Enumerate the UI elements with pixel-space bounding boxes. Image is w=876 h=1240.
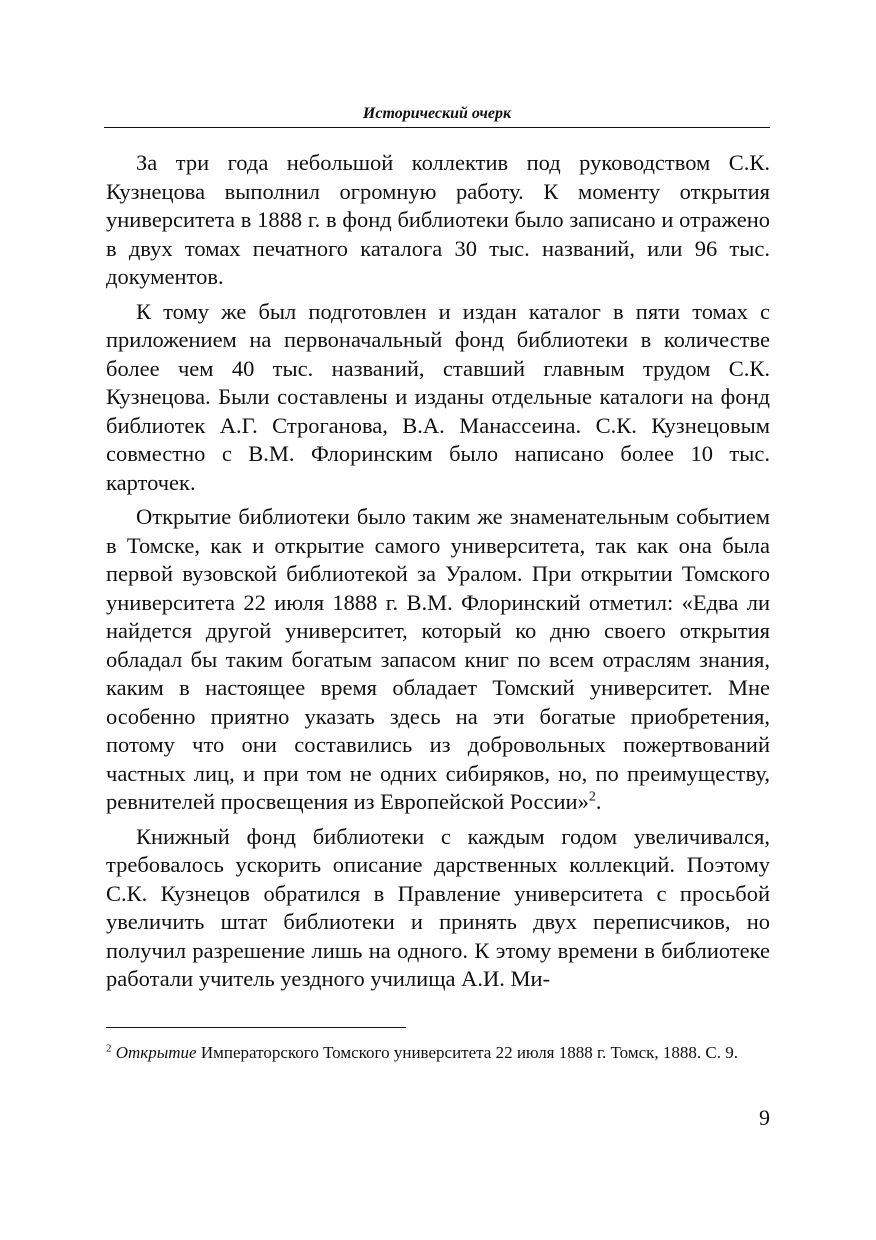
paragraph-2-text: К тому же был подготовлен и издан каталог в пяти томах с приложением на первоначальный фонд библиотеки в количестве более чем 40 тыс. названий, ставший главным трудом С.К. Кузнецова. Были составлены и изданы отдельные каталоги на фонд библиотек А.Г. Строганова, В.А. Манассеина. С.К. Кузнецовым совместно с В.М. Флоринским было написано более 10 тыс. карточек. (106, 298, 770, 495)
paragraph-3-tail: . (595, 789, 602, 814)
running-header: Исторический очерк (362, 105, 512, 122)
body-text (106, 149, 770, 994)
footnote-italic-lead: Открытие (115, 1043, 197, 1062)
header-rule (104, 127, 770, 128)
footnote-text: Императорского Томского университета 22 июля 1888 г. Томск, 1888. С. 9. (196, 1043, 738, 1062)
paragraph-1-text: За три года небольшой коллектив под руководством С.К. Кузнецова выполнил огромную работу. К моменту открытия университета в 1888 г. в фонд библиотеки было записано и отражено в двух томах печатного каталога 30 тыс. названий, или 96 тыс. документов. (106, 150, 770, 289)
paragraph-1 (106, 149, 770, 292)
paragraph-2 (106, 298, 770, 498)
footnote-reference: 2 (588, 789, 596, 805)
paragraph-3-text: Открытие библиотеки было таким же знаменательным событием в Томске, как и открытие самого университета, так как она была первой вузовской библиотекой за Уралом. При открытии Томского университета 22 июля 1888 г. В.М. Флоринский отметил: «Едва ли найдется другой университет, который ко дню своего открытия обладал бы таким богатым запасом книг по всем отраслям знания, каким в настоящее время обладает Томский университет. Мне особенно приятно указать здесь на эти богатые приобретения, потому что они составились из добровольных пожертвований частных лиц, и при том не одних сибиряков, но, по преимуществу, ревнителей просвещения из Европейской России» (106, 504, 770, 814)
paragraph-4 (106, 823, 770, 994)
paragraph-3 (106, 503, 770, 817)
footnote-rule (106, 1027, 406, 1028)
page-number: 9 (759, 1105, 770, 1130)
paragraph-4-text: Книжный фонд библиотеки с каждым годом увеличивался, требовалось ускорить описание дарственных коллекций. Поэтому С.К. Кузнецов обратился в Правление университета с просьбой увеличить штат библиотеки и принять двух переписчиков, но получил разрешение лишь на одного. К этому времени в библиотеке работали учитель уездного училища А.И. Ми- (106, 823, 770, 991)
footnote-number: 2 (106, 1042, 112, 1055)
footnote (106, 1041, 770, 1064)
